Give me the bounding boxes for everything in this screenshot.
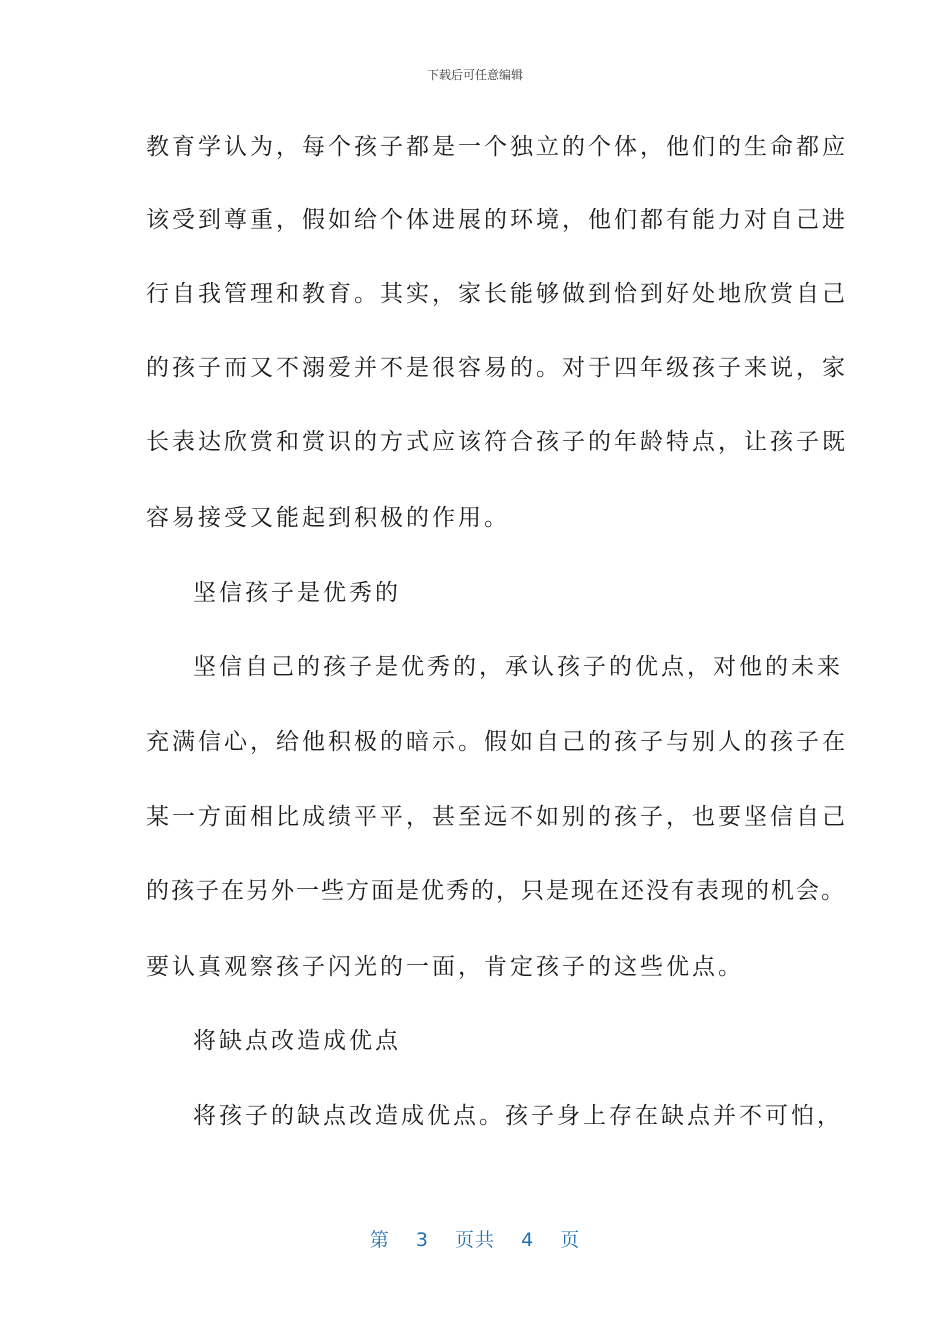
page-number-label: 第 3 页共 4 页	[369, 1229, 581, 1251]
body-line: 教育学认为，每个孩子都是一个独立的个体，他们的生命都应	[146, 134, 848, 160]
page-header-note: 下载后可任意编辑	[426, 68, 523, 82]
section-heading: 将缺点改造成优点	[193, 1028, 401, 1054]
body-line: 长表达欣赏和赏识的方式应该符合孩子的年龄特点，让孩子既	[146, 429, 848, 455]
page-number-footer	[0, 1225, 950, 1252]
section-heading: 坚信孩子是优秀的	[193, 580, 401, 606]
body-line: 容易接受又能起到积极的作用。	[146, 505, 510, 531]
body-line: 该受到尊重，假如给个体进展的环境，他们都有能力对自己进	[146, 207, 848, 233]
body-line: 要认真观察孩子闪光的一面，肯定孩子的这些优点。	[146, 954, 744, 980]
body-line: 某一方面相比成绩平平，甚至远不如别的孩子，也要坚信自己	[146, 804, 848, 830]
body-line: 的孩子在另外一些方面是优秀的，只是现在还没有表现的机会。	[146, 878, 846, 904]
body-line: 将孩子的缺点改造成优点。孩子身上存在缺点并不可怕，	[193, 1103, 843, 1129]
body-line: 的孩子而又不溺爱并不是很容易的。对于四年级孩子来说，家	[146, 355, 848, 381]
body-line: 充满信心，给他积极的暗示。假如自己的孩子与别人的孩子在	[146, 729, 848, 755]
body-line: 行自我管理和教育。其实，家长能够做到恰到好处地欣赏自己	[146, 281, 848, 307]
body-line: 坚信自己的孩子是优秀的，承认孩子的优点，对他的未来	[193, 654, 843, 680]
